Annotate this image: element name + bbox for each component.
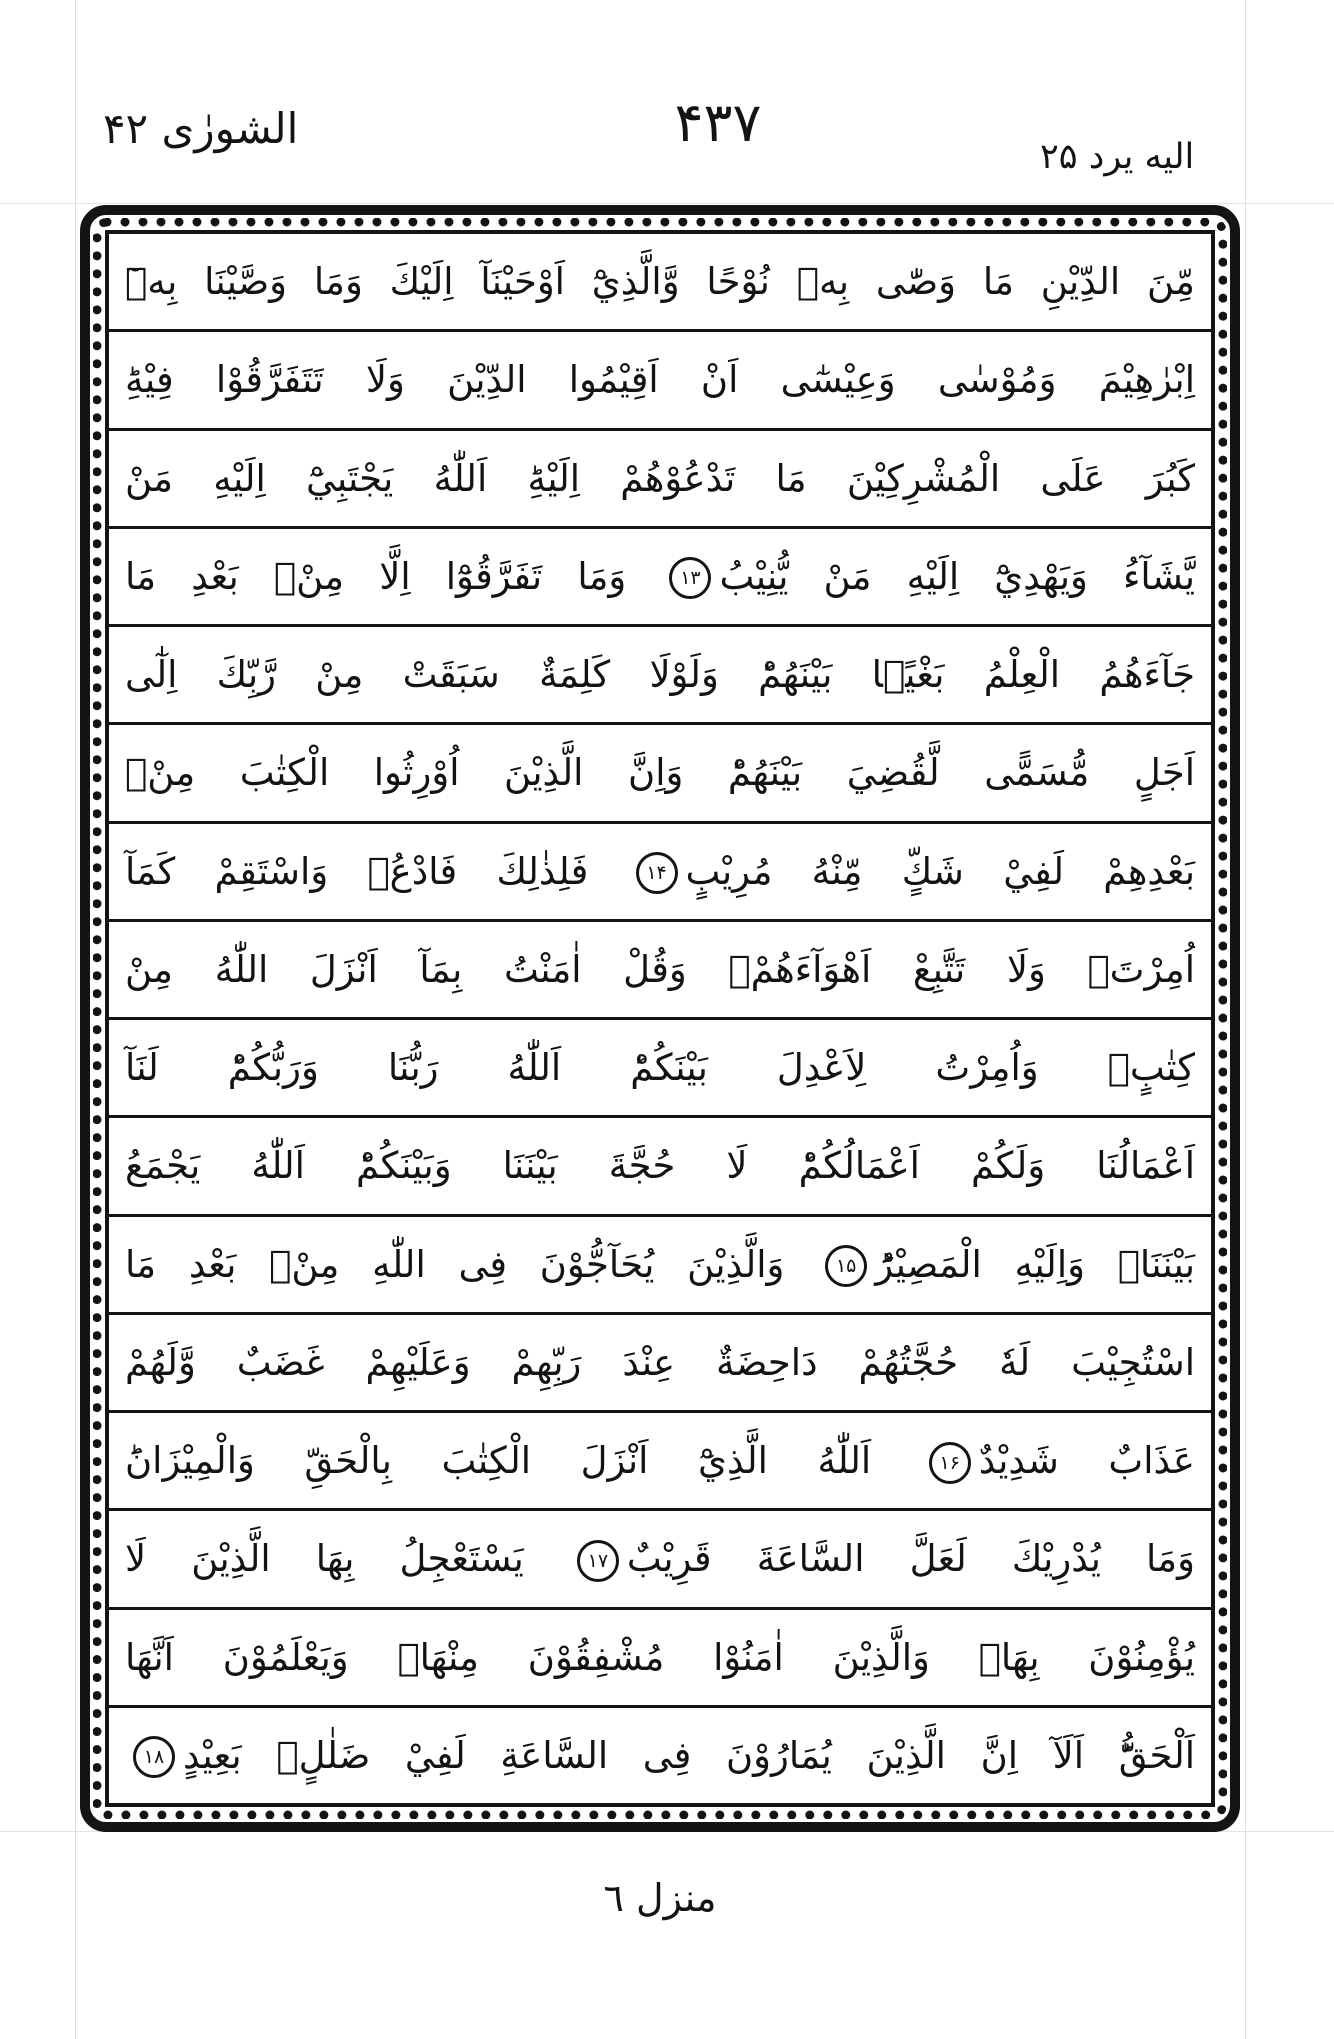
verse-number-badge: ۱۵ bbox=[825, 1245, 867, 1287]
quran-line-16 bbox=[109, 1708, 1211, 1803]
verse-number-badge: ۱۳ bbox=[669, 557, 711, 599]
frame-dotted-border bbox=[93, 218, 1227, 1819]
ayah-text: مِّنَ الدِّيْنِ مَا وَصّٰى بِهٖ نُوْحًا وَّالَّذِيْٓ اَوْحَيْنَآ اِلَيْكَ وَمَا وَصَّيْنَا بِهٖٓ bbox=[125, 260, 1195, 303]
ayah-text: كَبُرَ عَلَى الْمُشْرِكِيْنَ مَا تَدْعُوْهُمْ اِلَيْهِؕ اَللّٰهُ يَجْتَبِيْٓ اِلَيْهِ مَنْ bbox=[125, 456, 1195, 500]
ayah-text: بَعْدِهِمْ لَفِيْ شَكٍّ مِّنْهُ مُرِيْبٍ bbox=[685, 849, 1195, 893]
verse-number-badge: ۱۷ bbox=[577, 1540, 619, 1582]
surah-name-label: الشورٰى ۴۲ bbox=[103, 104, 299, 153]
verse-number-badge: ۱۸ bbox=[133, 1736, 175, 1778]
ayah-text: اُمِرْتَۚ وَلَا تَتَّبِعْ اَهْوَآءَهُمْۚ وَقُلْ اٰمَنْتُ بِمَآ اَنْزَلَ اللّٰهُ مِنْ bbox=[125, 947, 1195, 991]
ayah-text: اَللّٰهُ الَّذِيْٓ اَنْزَلَ الْكِتٰبَ بِالْحَقِّ وَالْمِيْزَانَؕ bbox=[125, 1439, 872, 1482]
quran-text-frame bbox=[80, 205, 1240, 1832]
quran-line-9 bbox=[109, 1020, 1211, 1118]
top-margin-line bbox=[0, 203, 1334, 204]
quran-line-11 bbox=[109, 1217, 1211, 1315]
quran-line-7 bbox=[109, 824, 1211, 922]
juz-name-label: اليه يرد ۲۵ bbox=[1040, 137, 1195, 177]
verse-number-badge: ۱۴ bbox=[636, 852, 678, 894]
quran-line-4 bbox=[109, 529, 1211, 627]
quran-line-13 bbox=[109, 1413, 1211, 1511]
ayah-text: جَآءَهُمُ الْعِلْمُ بَغْيًۢا بَيْنَهُمْؕ وَلَوْلَا كَلِمَةٌ سَبَقَتْ مِنْ رَّبِّكَ اِلٰٓى bbox=[125, 653, 1195, 696]
ayah-text: كِتٰبٍۚ وَاُمِرْتُ لِاَعْدِلَ بَيْنَكُمْؕ اَللّٰهُ رَبُّنَا وَرَبُّكُمْؕ لَنَآ bbox=[125, 1046, 1195, 1089]
ayah-text: اسْتُجِيْبَ لَهٗ حُجَّتُهُمْ دَاحِضَةٌ عِنْدَ رَبِّهِمْ وَعَلَيْهِمْ غَضَبٌ وَّلَهُمْ bbox=[125, 1340, 1195, 1384]
page-number: ۴۳۷ bbox=[674, 91, 762, 154]
ayah-text: اَعْمَالُنَا وَلَكُمْ اَعْمَالُكُمْؕ لَا حُجَّةَ بَيْنَنَا وَبَيْنَكُمْؕ اَللّٰهُ يَجْمَعُ bbox=[125, 1144, 1195, 1188]
quran-line-6 bbox=[109, 725, 1211, 823]
ayah-text: يَّشَآءُ وَيَهْدِيْٓ اِلَيْهِ مَنْ يُّنِيْبُ bbox=[719, 554, 1195, 598]
ayah-text: وَالَّذِيْنَ يُحَآجُّوْنَ فِى اللّٰهِ مِنْۢ بَعْدِ مَا bbox=[125, 1242, 785, 1286]
ayah-text: عَذَابٌ شَدِيْدٌ bbox=[978, 1439, 1196, 1482]
ayah-text: فَلِذٰلِكَ فَادْعُۚ وَاسْتَقِمْ كَمَآ bbox=[125, 849, 589, 893]
quran-line-1 bbox=[109, 234, 1211, 332]
ayah-text: يَسْتَعْجِلُ بِهَا الَّذِيْنَ لَا bbox=[125, 1537, 524, 1581]
quran-line-3 bbox=[109, 431, 1211, 529]
ayah-text: وَمَا تَفَرَّقُوْٓا اِلَّا مِنْۢ بَعْدِ مَا bbox=[125, 554, 627, 598]
ayah-text: بَيْنَنَاۚ وَاِلَيْهِ الْمَصِيْرُؕ bbox=[875, 1242, 1195, 1286]
verse-number-badge: ۱۶ bbox=[929, 1442, 971, 1484]
left-margin-line bbox=[75, 0, 76, 2039]
ayah-text: اِبْرٰهِيْمَ وَمُوْسٰى وَعِيْسٰٓى اَنْ اَقِيْمُوا الدِّيْنَ وَلَا تَتَفَرَّقُوْا فِيْهِؕ bbox=[125, 358, 1195, 402]
quran-line-12 bbox=[109, 1315, 1211, 1413]
ayah-text: اَلْحَقُّؕ اَلَآ اِنَّ الَّذِيْنَ يُمَارُوْنَ فِى السَّاعَةِ لَفِيْ ضَلٰلٍۭ بَعِيْدٍ bbox=[183, 1733, 1195, 1777]
quran-line-14 bbox=[109, 1511, 1211, 1609]
quran-line-8 bbox=[109, 922, 1211, 1020]
quran-line-2 bbox=[109, 332, 1211, 430]
manzil-label: منزل ٦ bbox=[603, 1876, 717, 1920]
ayah-text: اَجَلٍ مُّسَمًّى لَّقُضِيَ بَيْنَهُمْؕ وَاِنَّ الَّذِيْنَ اُوْرِثُوا الْكِتٰبَ مِنْۢ bbox=[125, 751, 1195, 795]
quran-line-10 bbox=[109, 1118, 1211, 1216]
quran-lines bbox=[105, 230, 1215, 1807]
quran-line-5 bbox=[109, 627, 1211, 725]
quran-line-15 bbox=[109, 1610, 1211, 1708]
ayah-text: وَمَا يُدْرِيْكَ لَعَلَّ السَّاعَةَ قَرِيْبٌ bbox=[626, 1537, 1195, 1581]
right-margin-line bbox=[1245, 0, 1246, 2039]
ayah-text: يُؤْمِنُوْنَ بِهَاۚ وَالَّذِيْنَ اٰمَنُوْا مُشْفِقُوْنَ مِنْهَاۙ وَيَعْلَمُوْنَ اَنَّهَا bbox=[125, 1635, 1195, 1679]
